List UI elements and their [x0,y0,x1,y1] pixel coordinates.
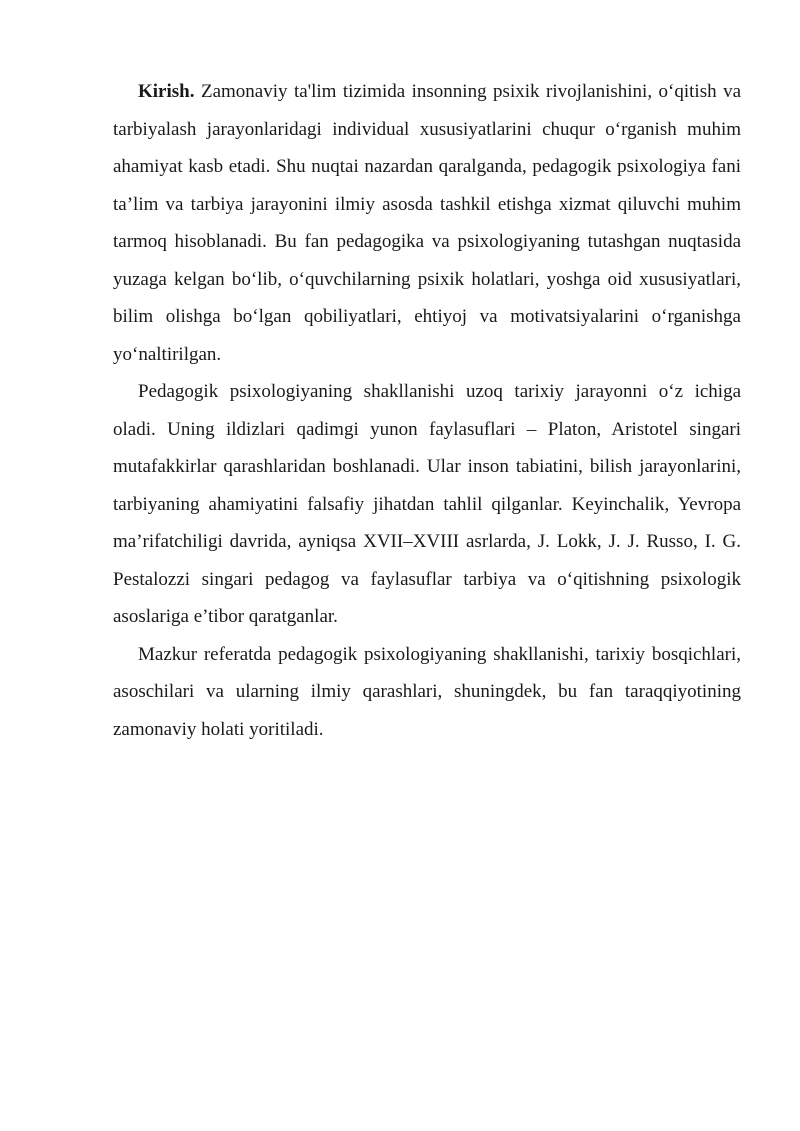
intro-paragraph [113,73,741,373]
body-text [113,73,741,748]
scope-paragraph: Mazkur referatda pedagogik psixologiyaning shakllanishi, tarixiy bosqichlari, asoschilari va ularning ilmiy qarashlari, shuningdek, bu fan taraqqiyotining zamonaviy holati yoritiladi. [113,643,741,740]
intro-text: Zamonaviy ta'lim tizimida insonning psixik rivojlanishini, o‘qitish va tarbiyalash jarayonlaridagi individual xususiyatlarini chuqur o‘rganish muhim ahamiyat kasb etadi. Shu nuqtai nazardan qaralganda, pedagogik psixologiya fani ta’lim va tarbiya jarayonini ilmiy asosda tashkil etishga xizmat qiluvchi muhim tarmoq hisoblanadi. Bu fan pedagogika va psixologiyaning tutashgan nuqtasida yuzaga kelgan bo‘lib, o‘quvchilarning psixik holatlari, yoshga oid xususiyatlari, bilim olishga bo‘lgan qobiliyatlari, ehtiyoj va motivatsiyalarini o‘rganishga yo‘naltirilgan. [113,81,741,365]
intro-heading: Kirish. [138,81,195,102]
history-paragraph: Pedagogik psixologiyaning shakllanishi uzoq tarixiy jarayonni o‘z ichiga oladi. Uning ildizlari qadimgi yunon faylasuflari – Platon, Aristotel singari mutafakkirlar qarashlaridan boshlanadi. Ular inson tabiatini, bilish jarayonlarini, tarbiyaning ahamiyatini falsafiy jihatdan tahlil qilganlar. Keyinchalik, Yevropa ma’rifatchiligi davrida, ayniqsa XVII–XVIII asrlarda, J. Lokk, J. J. Russo, I. G. Pestalozzi singari pedagog va faylasuflar tarbiya va o‘qitishning psixologik asoslariga e’tibor qaratganlar. [113,381,741,627]
